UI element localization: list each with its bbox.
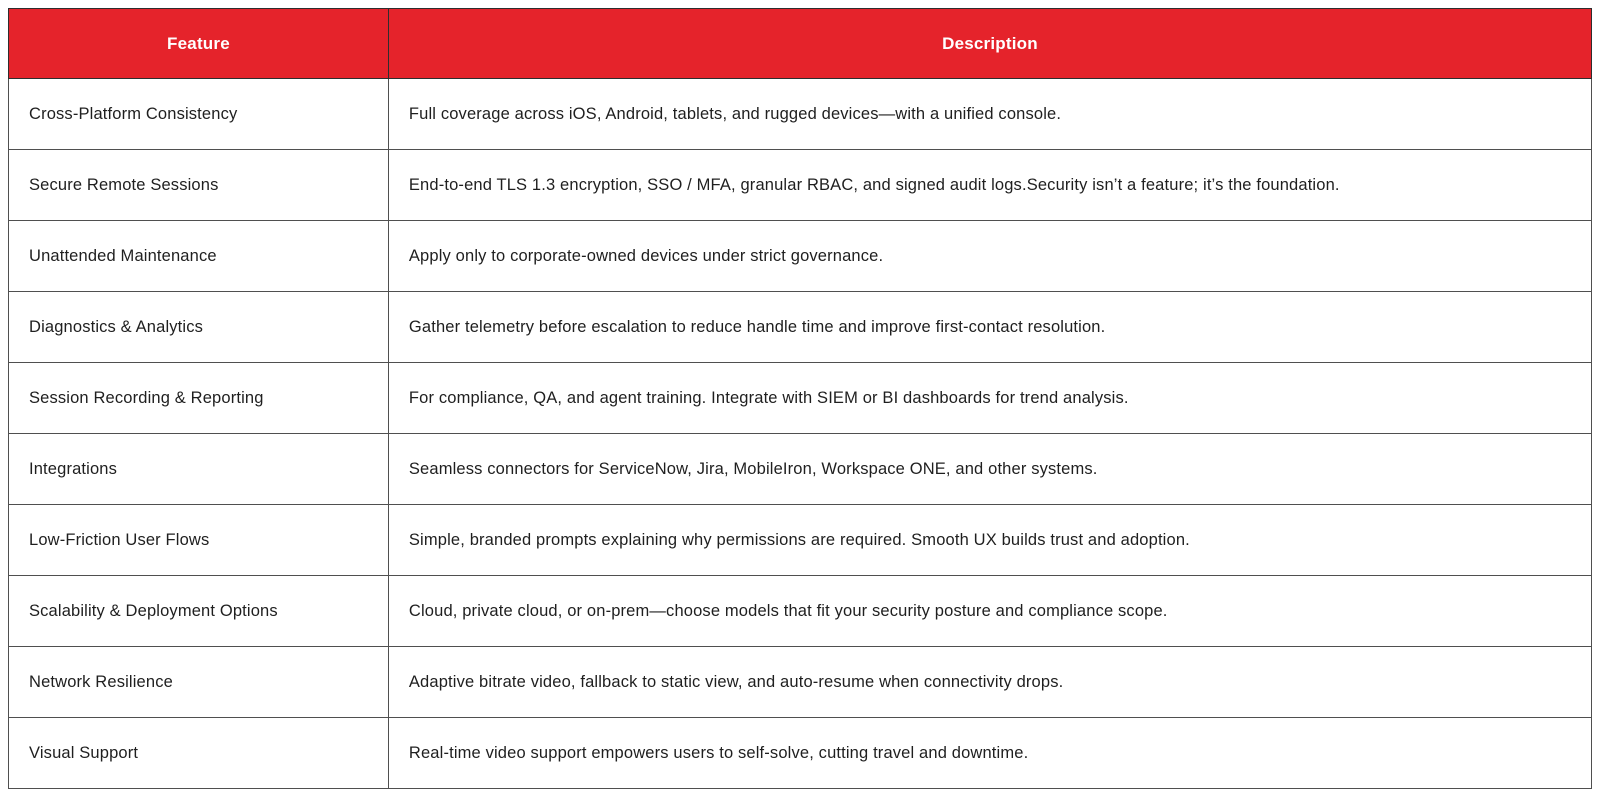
description-cell: Seamless connectors for ServiceNow, Jira, MobileIron, Workspace ONE, and other systems. — [388, 434, 1591, 505]
feature-cell: Unattended Maintenance — [9, 221, 389, 292]
table-body — [9, 79, 1592, 789]
table-row — [9, 150, 1592, 221]
column-header-description: Description — [388, 9, 1591, 79]
feature-cell: Network Resilience — [9, 647, 389, 718]
table-row — [9, 292, 1592, 363]
feature-cell: Secure Remote Sessions — [9, 150, 389, 221]
feature-cell: Diagnostics & Analytics — [9, 292, 389, 363]
description-cell: Apply only to corporate-owned devices under strict governance. — [388, 221, 1591, 292]
description-cell: Gather telemetry before escalation to reduce handle time and improve first-contact resolution. — [388, 292, 1591, 363]
feature-cell: Scalability & Deployment Options — [9, 576, 389, 647]
feature-cell: Low-Friction User Flows — [9, 505, 389, 576]
description-cell: Adaptive bitrate video, fallback to static view, and auto-resume when connectivity drops. — [388, 647, 1591, 718]
table-row — [9, 505, 1592, 576]
table-row — [9, 363, 1592, 434]
description-cell: Real-time video support empowers users to self-solve, cutting travel and downtime. — [388, 718, 1591, 789]
header-row — [9, 9, 1592, 79]
column-header-feature: Feature — [9, 9, 389, 79]
feature-cell: Session Recording & Reporting — [9, 363, 389, 434]
description-cell: For compliance, QA, and agent training. Integrate with SIEM or BI dashboards for trend analysis. — [388, 363, 1591, 434]
table-header — [9, 9, 1592, 79]
table-row — [9, 576, 1592, 647]
description-cell: Full coverage across iOS, Android, tablets, and rugged devices—with a unified console. — [388, 79, 1591, 150]
table-row — [9, 434, 1592, 505]
feature-cell: Visual Support — [9, 718, 389, 789]
table-row — [9, 221, 1592, 292]
table-row — [9, 79, 1592, 150]
feature-table — [8, 8, 1592, 789]
feature-cell: Cross-Platform Consistency — [9, 79, 389, 150]
description-cell: End-to-end TLS 1.3 encryption, SSO / MFA, granular RBAC, and signed audit logs.Security isn’t a feature; it’s the foundation. — [388, 150, 1591, 221]
table-row — [9, 718, 1592, 789]
description-cell: Cloud, private cloud, or on-prem—choose models that fit your security posture and compliance scope. — [388, 576, 1591, 647]
feature-cell: Integrations — [9, 434, 389, 505]
table-row — [9, 647, 1592, 718]
description-cell: Simple, branded prompts explaining why permissions are required. Smooth UX builds trust and adoption. — [388, 505, 1591, 576]
